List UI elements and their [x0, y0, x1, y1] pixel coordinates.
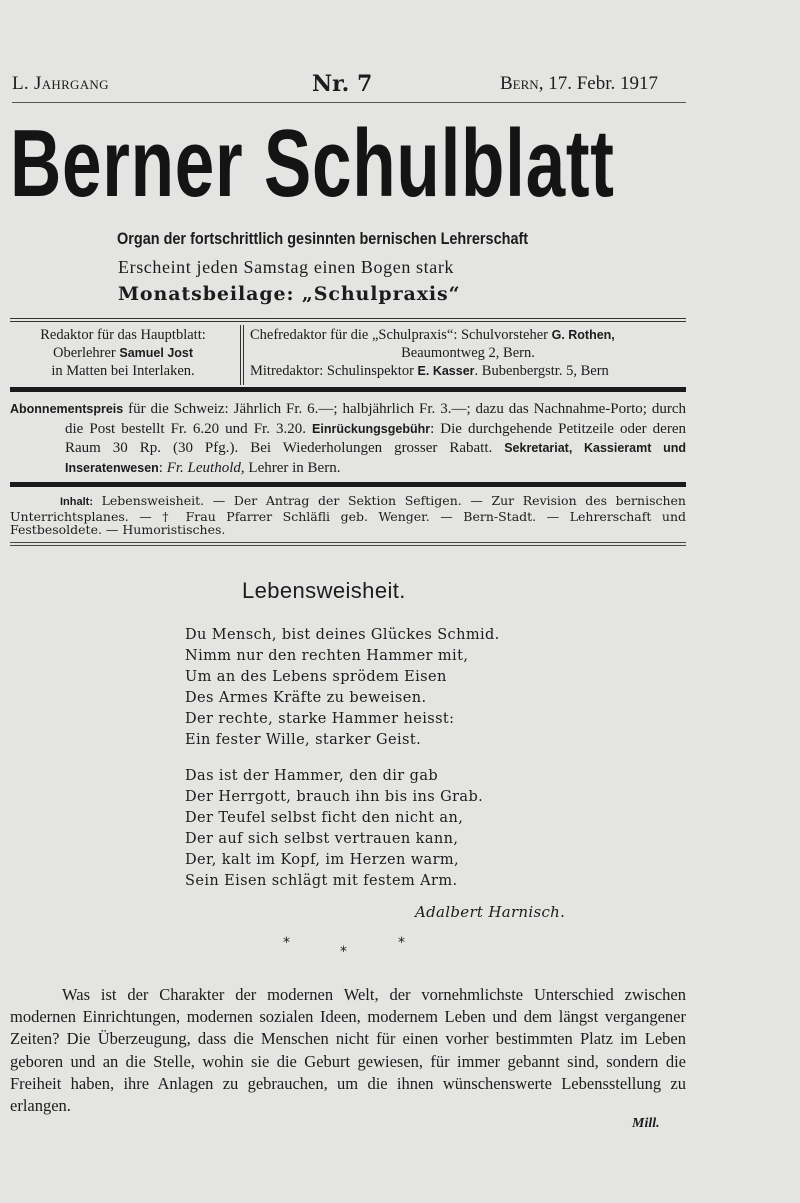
- poem-line: Der rechte, starke Hammer heisst:: [185, 711, 455, 727]
- editor-chief-address: Beaumontweg 2, Bern.: [401, 345, 535, 361]
- subscription-label: Abonnementspreis: [10, 402, 124, 416]
- volume-prefix: L.: [12, 73, 35, 94]
- editors-column-divider: [240, 325, 244, 385]
- quote-author: Mill.: [632, 1116, 660, 1131]
- poem-line: Das ist der Hammer, den dir gab: [185, 768, 439, 784]
- issue-date-text: , 17. Febr. 1917: [538, 73, 658, 94]
- editor-chief-line: [250, 326, 686, 344]
- editors-bottom-rule: [10, 387, 686, 392]
- subscription-info: [10, 400, 686, 478]
- volume-label: [12, 73, 109, 95]
- editor-chief-role: Chefredaktor für die „Schulpraxis“: Schulvorsteher: [250, 327, 552, 343]
- masthead-frequency: Erscheint jeden Samstag einen Bogen stark: [118, 257, 455, 277]
- subscription-bottom-rule: [10, 482, 686, 487]
- issue-place: Bern: [500, 73, 539, 94]
- masthead-title: Berner Schulblatt: [10, 110, 615, 217]
- editor-co-name: E. Kasser: [417, 364, 475, 378]
- poem-line: Der auf sich selbst vertrauen kann,: [185, 831, 459, 847]
- quote-paragraph: [10, 984, 686, 1117]
- poem-line: Sein Eisen schlägt mit festem Arm.: [185, 873, 458, 889]
- subscription-prices: für die Schweiz: Jährlich Fr. 6.—; halbjährlich Fr. 3.—; dazu das Nachnahme-Porto; durch die Post bestellt Fr. 6.20 und Fr. 3.20.: [65, 401, 686, 437]
- poem-line: Der Herrgott, brauch ihn bis ins Grab.: [185, 789, 484, 805]
- editor-co-title: Schulinspektor: [323, 363, 418, 379]
- contents-label: Inhalt:: [60, 496, 93, 508]
- asterisk-icon: *: [340, 944, 347, 960]
- secretariat-colon: :: [158, 459, 167, 476]
- editors-top-rule: [10, 318, 686, 322]
- secretariat-label: Sekretariat, Kassieramt und Inseratenwesen: [65, 441, 686, 475]
- contents-bottom-rule: [10, 542, 686, 546]
- editor-main-name-line: [8, 344, 238, 362]
- insertion-fee-text: : Die durchgehende Petitzeile oder deren Raum 30 Rp. (30 Pfg.). Bei Wiederholungen grosser Rabatt.: [65, 420, 686, 456]
- editor-co-line: [250, 362, 686, 380]
- volume-word: Jahrgang: [34, 73, 109, 94]
- poem-line: Des Armes Kräfte zu beweisen.: [185, 690, 427, 706]
- asterisk-icon: *: [283, 935, 290, 951]
- editor-main-title: Oberlehrer: [52, 345, 120, 361]
- poem-line: Der Teufel selbst ficht den nicht an,: [185, 810, 464, 826]
- editor-main-name: Samuel Jost: [119, 346, 194, 360]
- poem-line: Nimm nur den rechten Hammer mit,: [185, 648, 469, 664]
- editor-main-location: in Matten bei Interlaken.: [51, 363, 195, 379]
- editor-main-role: Redaktor für das Hauptblatt:: [40, 327, 206, 343]
- header-rule: [12, 102, 686, 103]
- insertion-fee-label: Einrückungsgebühr: [312, 421, 431, 436]
- poem-title: Lebensweisheit.: [242, 578, 406, 603]
- poem-line: Der, kalt im Kopf, im Herzen warm,: [185, 852, 460, 868]
- secretariat-location: , Lehrer in Bern.: [240, 459, 341, 476]
- editor-supplement: [250, 326, 686, 380]
- masthead-supplement: Monatsbeilage: „Schulpraxis“: [118, 283, 461, 305]
- issue-number: Nr. 7: [312, 71, 373, 97]
- asterisk-icon: *: [398, 935, 405, 951]
- editor-chief-name: G. Rothen,: [551, 328, 615, 342]
- contents-list: Lebensweisheit. — Der Antrag der Sektion Seftigen. — Zur Revision des bernischen Unterrichtsplanes. — † Frau Pfarrer Schläfli geb. Wenger. — Bern-Stadt. — Lehrerschaft und Festbesoldete. — Humoristisches.: [10, 493, 686, 537]
- poem-line: Du Mensch, bist deines Glückes Schmid.: [185, 627, 500, 643]
- editor-co-address: . Bubenbergstr. 5, Bern: [474, 363, 609, 379]
- issue-date: [500, 73, 658, 95]
- poem-line: Um an des Lebens sprödem Eisen: [185, 669, 447, 685]
- editor-main: [8, 326, 238, 380]
- poem-stanza-2: [185, 766, 483, 892]
- poem-stanza-1: [185, 625, 500, 751]
- masthead-subtitle: Organ der fortschrittlich gesinnten bernischen Lehrerschaft: [117, 229, 529, 248]
- secretariat-contact: Fr. Leuthold: [166, 459, 241, 476]
- editor-co-role: Mitredaktor:: [250, 363, 324, 379]
- poem-line: Ein fester Wille, starker Geist.: [185, 732, 422, 748]
- table-of-contents: [10, 494, 686, 537]
- quote-text: Was ist der Charakter der modernen Welt, der vornehmlichste Unterschied zwischen modernen Einrichtungen, modernen sozialen Ideen, modernem Leben und dem längst vergangener Zeiten? Die Überzeugung, dass die Menschen nicht für einen vorher bestimmten Platz im Leben geboren und an die Stelle, wohin sie die Geburt gewiesen, für immer gebannt sind, sondern die Freiheit haben, ihre Anlagen zu gebrauchen, um die ihnen wünschenswerte Lebensstellung zu erlangen.: [10, 985, 686, 1116]
- poem-author: Adalbert Harnisch.: [415, 903, 566, 921]
